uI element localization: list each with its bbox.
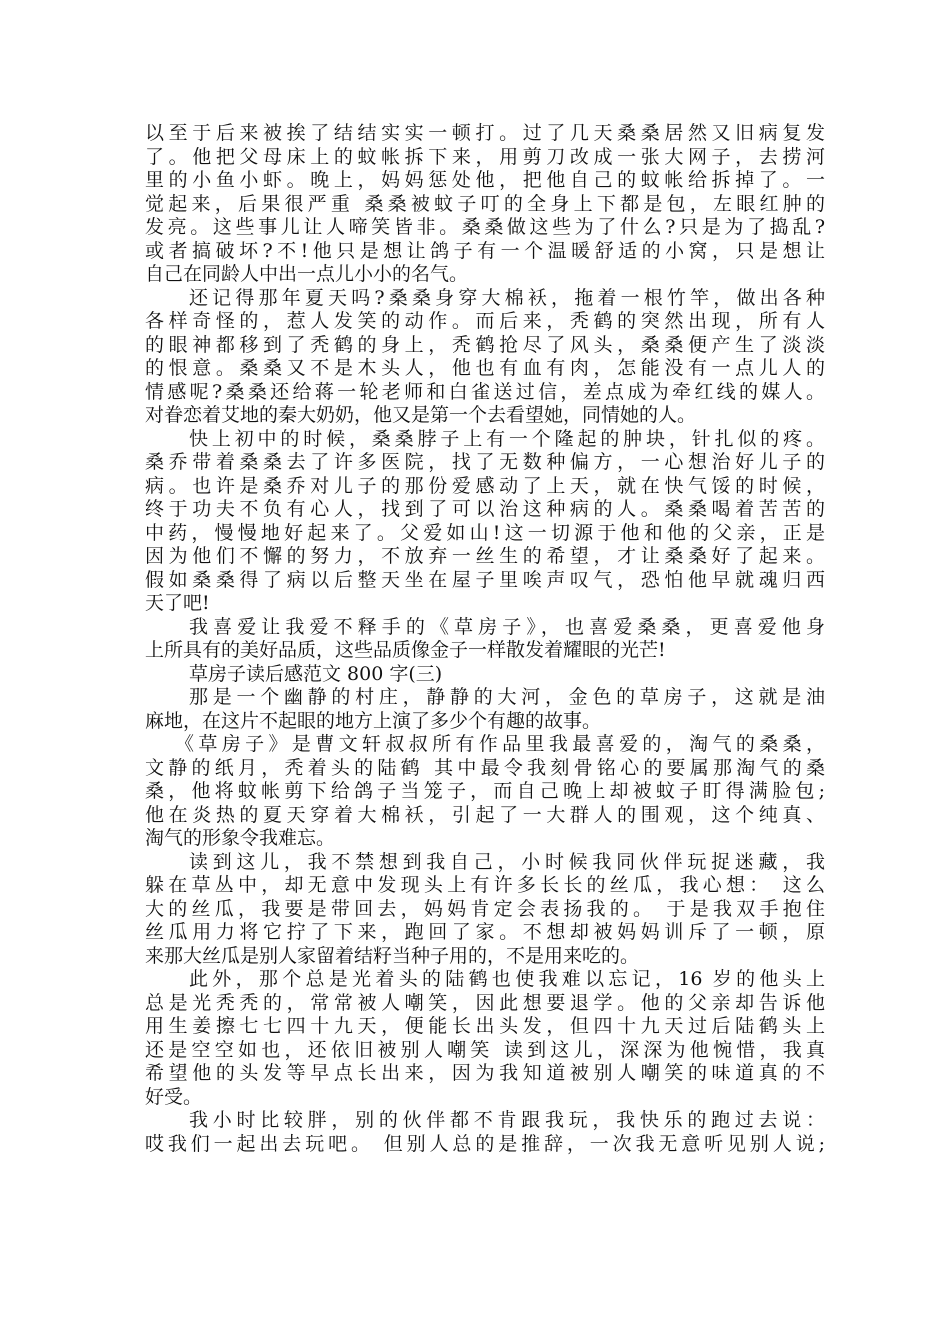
text-line: 中药，慢慢地好起来了。父爱如山!这一切源于他和他的父亲，正是 bbox=[145, 521, 825, 544]
text-line: 还记得那年夏天吗?桑桑身穿大棉袄，拖着一根竹竿，做出各种 bbox=[189, 286, 825, 309]
text-line: 桑，他将蚊帐剪下给鸽子当笼子，而自己晚上却被蚊子盯得满脸包; bbox=[145, 780, 825, 802]
text-line: 文静的纸月，秃着头的陆鹤 其中最令我刻骨铭心的要属那淘气的桑 bbox=[145, 756, 825, 779]
text-line: 《草房子》是曹文轩叔叔所有作品里我最喜爱的，淘气的桑桑， bbox=[175, 733, 825, 755]
text-line: 还是空空如也，还依旧被别人嘲笑 读到这儿，深深为他惋惜，我真 bbox=[145, 1038, 825, 1061]
text-line: 各样奇怪的，惹人发笑的动作。而后来，秃鹤的突然出现，所有人 bbox=[145, 310, 825, 332]
text-line: 躲在草丛中，却无意中发现头上有许多长长的丝瓜，我心想： 这么 bbox=[145, 874, 825, 896]
text-line: 或者搞破坏?不!他只是想让鸽子有一个温暖舒适的小窝，只是想让 bbox=[145, 239, 825, 262]
text-line: 草房子读后感范文 800 字(三) bbox=[189, 662, 443, 685]
text-line: 读到这儿，我不禁想到我自己，小时候我同伙伴玩捉迷藏，我 bbox=[189, 850, 825, 873]
text-line: 快上初中的时候，桑桑脖子上有一个隆起的肿块，针扎似的疼。 bbox=[189, 427, 825, 450]
text-line: 上所具有的美好品质，这些品质像金子一样散发着耀眼的光芒! bbox=[145, 639, 666, 661]
text-line: 病。也许是桑乔对儿子的那份爱感动了上天，就在快气馁的时候， bbox=[145, 474, 825, 497]
text-line: 里的小鱼小虾。晚上，妈妈惩处他，把他自己的蚊帐给拆掉了。一 bbox=[145, 169, 825, 191]
text-line: 他在炎热的夏天穿着大棉袄，引起了一大群人的围观，这个纯真、 bbox=[145, 803, 825, 826]
text-line: 桑乔带着桑桑去了许多医院，找了无数种偏方，一心想治好儿子的 bbox=[145, 451, 825, 473]
text-line: 假如桑桑得了病以后整天坐在屋子里唉声叹气，恐怕他早就魂归西 bbox=[145, 568, 825, 591]
text-line: 大的丝瓜，我要是带回去，妈妈肯定会表扬我的。 于是我双手抱住 bbox=[145, 897, 825, 920]
text-line: 哎我们一起出去玩吧。 但别人总的是推辞，一次我无意听见别人说; bbox=[145, 1132, 825, 1155]
text-line: 麻地，在这片不起眼的地方上演了多少个有趣的故事。 bbox=[145, 709, 602, 732]
text-line: 希望他的头发等早点长出来，因为我知道被别人嘲笑的味道真的不 bbox=[145, 1062, 825, 1084]
text-line: 那是一个幽静的村庄，静静的大河，金色的草房子，这就是油 bbox=[189, 686, 825, 708]
text-line: 了。他把父母床上的蚊帐拆下来，用剪刀改成一张大网子，去捞河 bbox=[145, 145, 825, 168]
text-line: 用生姜擦七七四十九天，便能长出头发，但四十九天过后陆鹤头上 bbox=[145, 1015, 825, 1037]
text-line: 以至于后来被挨了结结实实一顿打。过了几天桑桑居然又旧病复发 bbox=[145, 122, 825, 144]
text-line: 因为他们不懈的努力，不放弃一丝生的希望，才让桑桑好了起来。 bbox=[145, 545, 825, 567]
text-line: 情感呢?桑桑还给蒋一轮老师和白雀送过信，差点成为牵红线的媒人。 bbox=[145, 380, 825, 403]
text-line: 对眷恋着艾地的秦大奶奶，他又是第一个去看望她，同情她的人。 bbox=[145, 404, 697, 426]
text-line: 发亮。这些事儿让人啼笑皆非。桑桑做这些为了什么?只是为了捣乱? bbox=[145, 216, 825, 238]
text-line: 来那大丝瓜是别人家留着结籽当种子用的，不是用来吃的。 bbox=[145, 944, 640, 967]
text-line: 终于功夫不负有心人，找到了可以治这种病的人。桑桑喝着苦苦的 bbox=[145, 498, 825, 520]
text-line: 丝瓜用力将它拧了下来，跑回了家。不想却被妈妈训斥了一顿，原 bbox=[145, 921, 825, 943]
text-line: 淘气的形象令我难忘。 bbox=[145, 827, 336, 849]
text-line: 觉起来，后果很严重 桑桑被蚊子叮的全身上下都是包，左眼红肿的 bbox=[145, 192, 825, 215]
text-line: 的恨意。桑桑又不是木头人，他也有血有肉，怎能没有一点儿人的 bbox=[145, 357, 825, 379]
text-line: 总是光秃秃的，常常被人嘲笑，因此想要退学。他的父亲却告诉他 bbox=[145, 991, 825, 1014]
text-line: 的眼神都移到了秃鹤的身上，秃鹤抢尽了风头，桑桑便产生了淡淡 bbox=[145, 333, 825, 356]
text-line: 我喜爱让我爱不释手的《草房子》，也喜爱桑桑，更喜爱他身 bbox=[189, 615, 825, 638]
text-line: 好受。 bbox=[145, 1085, 203, 1108]
text-line: 我小时比较胖，别的伙伴都不肯跟我玩，我快乐的跑过去说： bbox=[189, 1109, 825, 1131]
text-line: 天了吧! bbox=[145, 592, 210, 614]
text-line: 此外，那个总是光着头的陆鹤也使我难以忘记，16 岁的他头上 bbox=[189, 968, 825, 990]
document-body bbox=[145, 122, 825, 1156]
text-line: 自己在同龄人中出一点儿小小的名气。 bbox=[145, 263, 469, 285]
